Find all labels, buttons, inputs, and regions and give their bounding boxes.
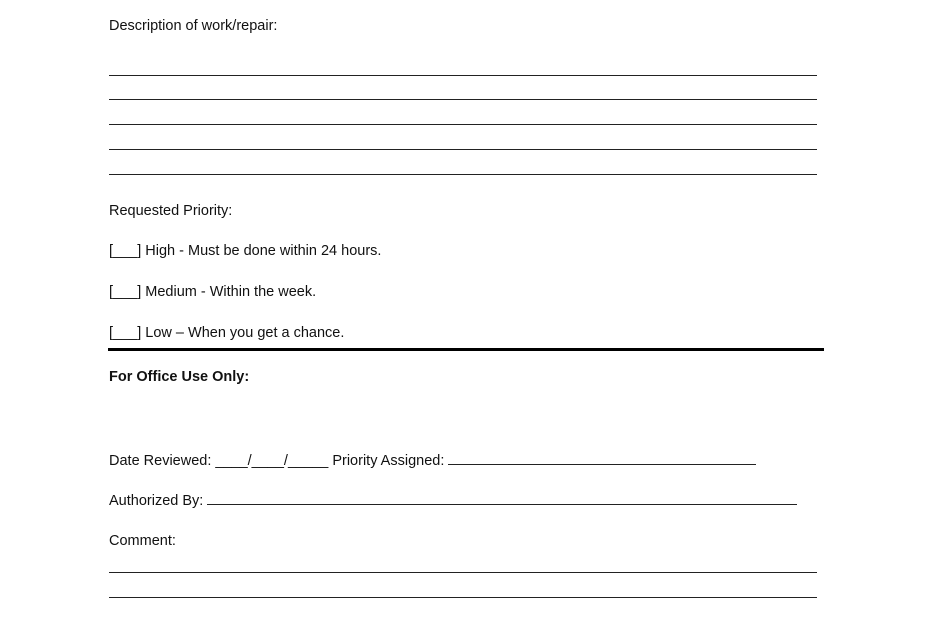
- priority-assigned-label: Priority Assigned:: [332, 453, 445, 469]
- comment-line-1[interactable]: [109, 572, 817, 573]
- office-use-heading: For Office Use Only:: [109, 369, 250, 385]
- section-divider: [108, 348, 824, 351]
- priority-option-low: [109, 324, 344, 342]
- description-label: Description of work/repair:: [109, 18, 278, 34]
- option-label: High - Must be done within 24 hours.: [145, 243, 382, 259]
- description-line-3[interactable]: [109, 124, 817, 125]
- authorized-by-field[interactable]: [207, 491, 797, 505]
- description-line-4[interactable]: [109, 149, 817, 150]
- option-label: Low – When you get a chance.: [145, 325, 345, 341]
- priority-option-high: [109, 242, 381, 260]
- description-line-5[interactable]: [109, 174, 817, 175]
- date-reviewed-label: Date Reviewed:: [109, 453, 212, 469]
- date-reviewed-field[interactable]: ____/____/_____: [215, 453, 329, 469]
- authorized-by-row: [109, 491, 797, 510]
- checkbox-blank[interactable]: [___]: [109, 243, 142, 259]
- checkbox-blank[interactable]: [___]: [109, 325, 142, 341]
- comment-label: Comment:: [109, 533, 176, 549]
- date-reviewed-row: [109, 451, 756, 470]
- description-line-2[interactable]: [109, 99, 817, 100]
- comment-line-2[interactable]: [109, 597, 817, 598]
- checkbox-blank[interactable]: [___]: [109, 284, 142, 300]
- priority-assigned-field[interactable]: [448, 451, 756, 465]
- authorized-by-label: Authorized By:: [109, 493, 204, 509]
- description-line-1[interactable]: [109, 75, 817, 76]
- option-label: Medium - Within the week.: [145, 284, 317, 300]
- priority-option-medium: [109, 283, 316, 301]
- priority-label: Requested Priority:: [109, 203, 233, 219]
